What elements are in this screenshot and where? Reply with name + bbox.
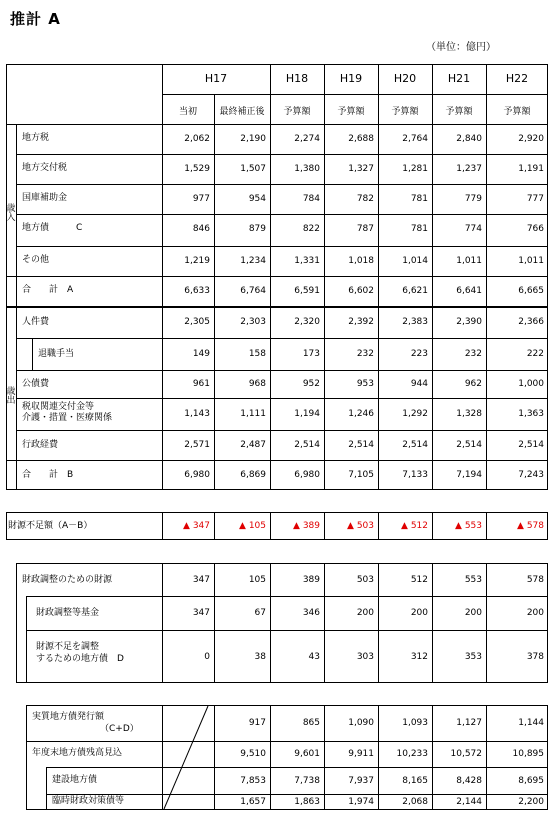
row-divider (16, 154, 548, 155)
value-h22: 766 (526, 224, 544, 234)
row-label: 財源不足を調整 (36, 642, 100, 652)
value-h20: 6,621 (402, 286, 428, 296)
value-h17-final: 1,657 (240, 797, 266, 807)
value-h18: 2,320 (294, 317, 320, 327)
row-label-line2: 介護・措置・医療関係 (22, 413, 113, 423)
value-h17-final: 1,111 (240, 409, 266, 419)
value-h20: 781 (410, 194, 428, 204)
row-label: 実質地方債発行額 (32, 712, 105, 722)
value-h18: 822 (302, 224, 320, 234)
revenue-section-label: 歳入 (6, 204, 16, 223)
shortfall-label: 財源不足額（A－B） (8, 521, 93, 531)
value-h20: 8,165 (402, 776, 428, 786)
value-h17-final: 7,853 (240, 776, 266, 786)
value-h21: 1,011 (456, 256, 482, 266)
value-h18: 2,274 (294, 134, 320, 144)
value-h17-final: 2,487 (240, 440, 266, 450)
row-label: 財政調整のための財源 (22, 575, 113, 585)
value-h17-initial: 149 (192, 349, 210, 359)
value-h18: 1,380 (294, 164, 320, 174)
value-h22: 2,920 (518, 134, 544, 144)
value-h20: 512 (410, 575, 428, 585)
value-h22: 7,243 (518, 470, 544, 480)
main-table (6, 64, 548, 490)
value-h22: 2,200 (518, 797, 544, 807)
value-h17-final: 1,507 (240, 164, 266, 174)
row-divider (16, 398, 548, 399)
value-h17-initial: 846 (192, 224, 210, 234)
year-header: H22 (505, 72, 529, 85)
row-divider (6, 276, 548, 277)
value-h18: 389 (302, 575, 320, 585)
value-h21: 1,127 (456, 718, 482, 728)
value-h17-final: 954 (248, 194, 266, 204)
value-h22: 10,895 (512, 749, 544, 759)
value-h18: 2,514 (294, 440, 320, 450)
value-h19: 2,688 (348, 134, 374, 144)
value-h22: 200 (526, 608, 544, 618)
column-divider (270, 64, 271, 490)
value-h21: 1,328 (456, 409, 482, 419)
value-h17-final: 158 (248, 349, 266, 359)
row-label: 合 計 A (22, 285, 74, 295)
section-divider (16, 124, 17, 306)
value-h17-initial: 6,633 (184, 286, 210, 296)
value-h20: 1,281 (402, 164, 428, 174)
row-label: 国庫補助金 (22, 193, 68, 203)
value-h22: 578 (526, 575, 544, 585)
value-h19: 503 (356, 575, 374, 585)
row-divider (26, 630, 548, 631)
page-title: 推計 A (10, 10, 61, 28)
value-h21: 6,641 (456, 286, 482, 296)
value-h21: 353 (464, 652, 482, 662)
value-h21: 7,194 (456, 470, 482, 480)
column-divider (486, 64, 487, 490)
row-divider (16, 338, 548, 339)
row-label: 地方交付税 (22, 163, 68, 173)
row-label: 建設地方債 (52, 775, 98, 785)
value-h18: 865 (302, 718, 320, 728)
column-divider (324, 64, 325, 490)
value-h18: 173 (302, 349, 320, 359)
row-label: 臨時財政対策債等 (52, 796, 125, 806)
value-h22: 1,011 (518, 256, 544, 266)
value-h22: 1,363 (518, 409, 544, 419)
value-h17-initial: 2,062 (184, 134, 210, 144)
value-h21: 2,390 (456, 317, 482, 327)
header-divider (162, 94, 548, 95)
value-h21: 200 (464, 608, 482, 618)
value-h19: 1,327 (348, 164, 374, 174)
value-h18: 1,863 (294, 797, 320, 807)
year-header: H19 (339, 72, 363, 85)
shortfall-value-h20: ▲ 512 (401, 521, 428, 531)
row-label: 公債費 (22, 379, 50, 389)
row-label-line2: するための地方債 D (36, 654, 124, 664)
value-h17-final: 968 (248, 379, 266, 389)
value-h17-final: 38 (254, 652, 266, 662)
value-h18: 346 (302, 608, 320, 618)
value-h20: 1,014 (402, 256, 428, 266)
row-label: その他 (22, 255, 50, 265)
value-h19: 7,105 (348, 470, 374, 480)
value-h17-initial: 1,143 (184, 409, 210, 419)
value-h18: 952 (302, 379, 320, 389)
value-h17-initial: 977 (192, 194, 210, 204)
value-h18: 784 (302, 194, 320, 204)
row-label: 合 計 B (22, 470, 74, 480)
value-h19: 303 (356, 652, 374, 662)
shortfall-value-h19: ▲ 503 (347, 521, 374, 531)
value-h19: 6,602 (348, 286, 374, 296)
column-subheader: 最終補正後 (219, 107, 265, 117)
column-subheader: 予算額 (503, 107, 531, 117)
value-h20: 1,292 (402, 409, 428, 419)
row-divider (26, 596, 548, 597)
value-h22: 2,366 (518, 317, 544, 327)
year-header: H21 (447, 72, 471, 85)
value-h22: 6,665 (518, 286, 544, 296)
value-h21: 2,840 (456, 134, 482, 144)
shortfall-value-h17-final: ▲ 105 (239, 521, 266, 531)
row-label: 地方債 C (22, 223, 83, 233)
value-h17-final: 105 (248, 575, 266, 585)
row-label: 税収関連交付金等 (22, 402, 95, 412)
shortfall-value-h17-initial: ▲ 347 (183, 521, 210, 531)
value-h19: 1,090 (348, 718, 374, 728)
value-h17-initial: 0 (204, 652, 210, 662)
value-h20: 7,133 (402, 470, 428, 480)
value-h17-final: 917 (248, 718, 266, 728)
value-h19: 787 (356, 224, 374, 234)
value-h17-initial: 1,219 (184, 256, 210, 266)
value-h18: 43 (308, 652, 320, 662)
expenditure-section-label: 歳出 (6, 387, 16, 406)
value-h22: 222 (526, 349, 544, 359)
row-label: 財政調整等基金 (36, 608, 100, 618)
value-h17-initial: 6,980 (184, 470, 210, 480)
value-h20: 223 (410, 349, 428, 359)
value-h19: 1,974 (348, 797, 374, 807)
value-h17-final: 67 (254, 608, 266, 618)
value-h18: 6,591 (294, 286, 320, 296)
value-h20: 2,764 (402, 134, 428, 144)
value-h17-initial: 2,305 (184, 317, 210, 327)
indent-divider (32, 338, 33, 370)
value-h18: 7,738 (294, 776, 320, 786)
value-h21: 553 (464, 575, 482, 585)
value-h22: 1,191 (518, 164, 544, 174)
value-h19: 7,937 (348, 776, 374, 786)
value-h19: 953 (356, 379, 374, 389)
shortfall-value-h18: ▲ 389 (293, 521, 320, 531)
value-h19: 2,392 (348, 317, 374, 327)
row-divider (16, 184, 548, 185)
value-h21: 8,428 (456, 776, 482, 786)
value-h19: 200 (356, 608, 374, 618)
value-h17-final: 6,869 (240, 470, 266, 480)
row-divider (46, 794, 548, 795)
row-divider (16, 246, 548, 247)
row-divider (16, 430, 548, 431)
year-header: H18 (285, 72, 309, 85)
row-divider (6, 460, 548, 461)
value-h21: 232 (464, 349, 482, 359)
value-h18: 1,194 (294, 409, 320, 419)
column-divider (432, 64, 433, 490)
indent-divider (26, 596, 27, 683)
value-h21: 2,514 (456, 440, 482, 450)
value-h20: 944 (410, 379, 428, 389)
row-label: 地方税 (22, 133, 50, 143)
value-h21: 10,572 (450, 749, 482, 759)
value-h22: 777 (526, 194, 544, 204)
value-h22: 1,000 (518, 379, 544, 389)
value-h19: 782 (356, 194, 374, 204)
value-h20: 1,093 (402, 718, 428, 728)
value-h18: 1,331 (294, 256, 320, 266)
value-h21: 779 (464, 194, 482, 204)
value-h18: 6,980 (294, 470, 320, 480)
year-header: H17 (204, 72, 228, 85)
value-h20: 312 (410, 652, 428, 662)
value-h19: 1,246 (348, 409, 374, 419)
value-h19: 9,911 (348, 749, 374, 759)
value-h17-initial: 2,571 (184, 440, 210, 450)
value-h17-initial: 347 (192, 575, 210, 585)
value-h17-final: 9,510 (240, 749, 266, 759)
value-h17-final: 879 (248, 224, 266, 234)
value-h21: 962 (464, 379, 482, 389)
value-h20: 2,514 (402, 440, 428, 450)
shortfall-value-h22: ▲ 578 (517, 521, 544, 531)
value-h19: 1,018 (348, 256, 374, 266)
row-divider (16, 370, 548, 371)
value-h17-final: 2,303 (240, 317, 266, 327)
column-subheader: 予算額 (391, 107, 419, 117)
value-h20: 10,233 (396, 749, 428, 759)
year-header: H20 (393, 72, 417, 85)
column-subheader: 予算額 (283, 107, 311, 117)
value-h17-initial: 347 (192, 608, 210, 618)
unit-label: （単位：億円） (426, 42, 496, 53)
row-label: 退職手当 (38, 349, 75, 359)
row-label: 年度末地方債残高見込 (32, 748, 123, 758)
shortfall-value-h21: ▲ 553 (455, 521, 482, 531)
value-h17-final: 2,190 (240, 134, 266, 144)
value-h19: 232 (356, 349, 374, 359)
row-divider (46, 767, 548, 768)
row-divider (26, 741, 548, 742)
column-subheader: 予算額 (445, 107, 473, 117)
value-h20: 200 (410, 608, 428, 618)
value-h22: 378 (526, 652, 544, 662)
value-h18: 9,601 (294, 749, 320, 759)
value-h22: 2,514 (518, 440, 544, 450)
indent-divider (46, 767, 47, 810)
row-label: 人件費 (22, 317, 50, 327)
row-label-line2: （C+D） (100, 724, 139, 734)
value-h17-final: 1,234 (240, 256, 266, 266)
row-divider (16, 214, 548, 215)
column-subheader: 予算額 (337, 107, 365, 117)
value-h17-final: 6,764 (240, 286, 266, 296)
value-h22: 8,695 (518, 776, 544, 786)
column-subheader: 当初 (178, 107, 197, 117)
value-h17-initial: 961 (192, 379, 210, 389)
value-h21: 1,237 (456, 164, 482, 174)
value-h19: 2,514 (348, 440, 374, 450)
row-label: 行政経費 (22, 440, 59, 450)
value-h21: 774 (464, 224, 482, 234)
value-h20: 781 (410, 224, 428, 234)
value-h17-initial: 1,529 (184, 164, 210, 174)
value-h22: 1,144 (518, 718, 544, 728)
column-divider (378, 64, 379, 490)
value-h20: 2,383 (402, 317, 428, 327)
value-h21: 2,144 (456, 797, 482, 807)
value-h20: 2,068 (402, 797, 428, 807)
column-divider (162, 64, 163, 490)
